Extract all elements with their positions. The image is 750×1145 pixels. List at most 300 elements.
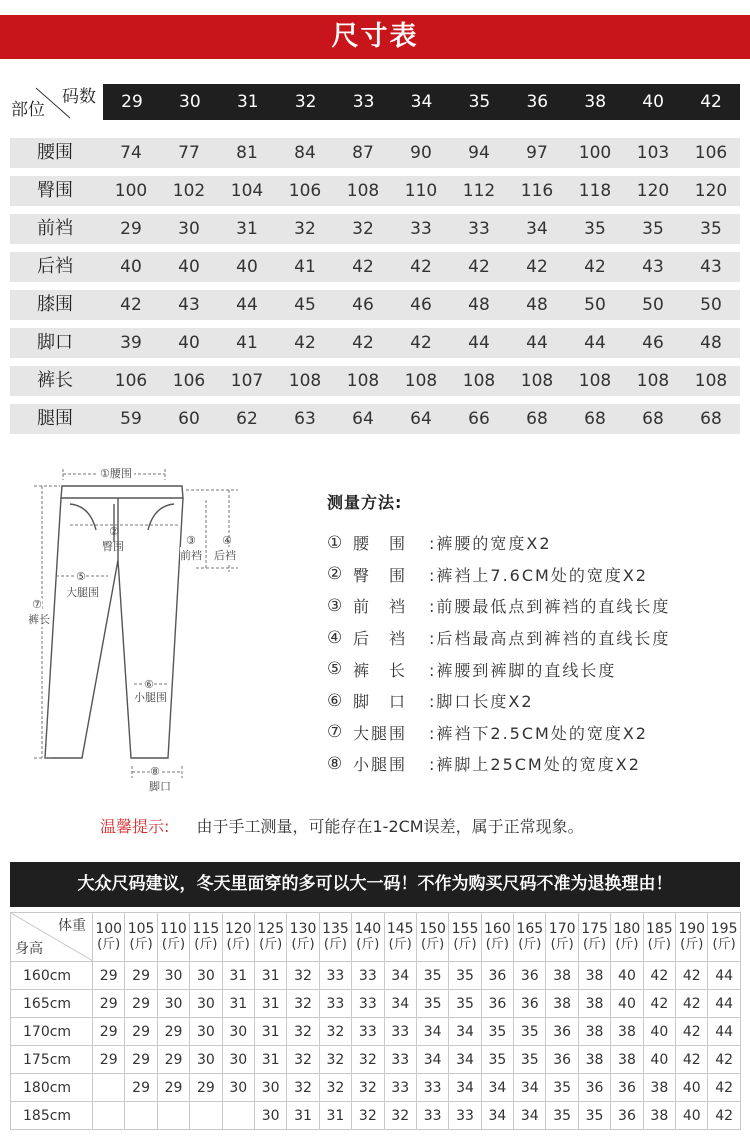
weight-value: 170 [548, 921, 576, 937]
size-cell: 63 [294, 409, 316, 429]
measurement-item [327, 685, 737, 717]
measurement-title: 测量方法: [327, 493, 403, 512]
recommended-size-cell: 38 [611, 1018, 643, 1046]
size-cell: 102 [172, 181, 206, 201]
size-cell: 44 [236, 295, 258, 315]
recommended-size-cell [93, 1074, 125, 1102]
recommended-size-cell: 31 [254, 1018, 286, 1046]
recommended-size-cell: 32 [384, 1102, 416, 1130]
front-rise-number: ③ [186, 534, 196, 547]
recommended-size-cell: 34 [481, 1074, 513, 1102]
size-cell: 116 [520, 181, 554, 201]
recommended-size-cell: 30 [190, 1018, 222, 1046]
size-cell: 40 [120, 257, 142, 277]
size-cell: 60 [178, 409, 200, 429]
size-cell: 77 [178, 143, 200, 163]
recommended-size-cell: 40 [611, 990, 643, 1018]
size-cell: 41 [294, 257, 316, 277]
recommended-size-cell: 44 [708, 990, 740, 1018]
size-cell: 43 [178, 295, 200, 315]
weight-value: 160 [484, 921, 511, 937]
recommended-size-cell: 42 [708, 1046, 740, 1074]
recommended-size-cell: 31 [222, 990, 254, 1018]
size-cell: 41 [236, 333, 258, 353]
recommended-size-cell: 34 [449, 1046, 481, 1074]
recommended-size-cell: 29 [93, 1046, 125, 1074]
size-cell: 108 [520, 371, 554, 391]
recommended-size-cell [125, 1102, 157, 1130]
recommended-size-cell: 42 [708, 1074, 740, 1102]
measurement-desc: :裤裆上7.6CM处的宽度X2 [429, 565, 648, 585]
measurement-item [327, 748, 737, 780]
weight-header-cell [416, 913, 448, 962]
recommended-size-cell: 38 [578, 962, 610, 990]
size-cell: 48 [468, 295, 490, 315]
recommended-size-cell: 30 [222, 1046, 254, 1074]
size-cell: 100 [114, 181, 148, 201]
size-cell: 106 [172, 371, 206, 391]
measurement-number: ④ [327, 627, 345, 648]
size-cell: 118 [578, 181, 612, 201]
weight-value: 140 [354, 921, 382, 937]
weight-unit: (斤) [453, 937, 477, 952]
size-cell: 50 [584, 295, 606, 315]
measurement-item [327, 622, 737, 654]
size-row [10, 138, 740, 168]
recommended-size-cell: 31 [319, 1102, 351, 1130]
recommended-size-cell: 29 [93, 962, 125, 990]
weight-header-cell [222, 913, 254, 962]
weight-row [11, 1102, 741, 1130]
recommended-size-cell: 40 [643, 1018, 675, 1046]
recommended-size-cell: 34 [449, 1074, 481, 1102]
weight-value: 125 [257, 921, 285, 937]
size-cell: 40 [178, 257, 200, 277]
size-cell: 42 [584, 257, 606, 277]
recommended-size-cell: 32 [352, 1074, 384, 1102]
recommended-size-cell: 44 [708, 962, 740, 990]
size-row-label: 腿围 [37, 408, 73, 429]
recommended-size-cell: 33 [384, 1018, 416, 1046]
recommended-size-cell: 36 [611, 1102, 643, 1130]
size-cell: 120 [694, 181, 728, 201]
size-cell: 48 [700, 333, 722, 353]
weight-header-cell [643, 913, 675, 962]
size-cell: 108 [636, 371, 670, 391]
size-header-cell: 30 [179, 92, 201, 112]
weight-unit: (斤) [712, 937, 736, 952]
size-row-values [102, 138, 740, 168]
recommended-size-cell: 30 [157, 990, 189, 1018]
weight-unit: (斤) [615, 937, 639, 952]
weight-unit: (斤) [129, 937, 153, 952]
measurement-number: ② [327, 564, 345, 585]
weight-value: 165 [516, 921, 544, 937]
thigh-label: 大腿围 [66, 586, 99, 599]
recommended-size-cell: 38 [546, 962, 578, 990]
size-row-values [102, 252, 740, 282]
weight-header-cell [287, 913, 319, 962]
recommended-size-cell: 32 [352, 1102, 384, 1130]
calf-number: ⑥ [144, 678, 154, 691]
weight-unit: (斤) [259, 937, 283, 952]
measurement-item [327, 527, 737, 559]
size-cell: 33 [468, 219, 490, 239]
height-label: 165cm [11, 990, 93, 1018]
size-row-label: 后裆 [37, 256, 73, 277]
weight-value: 100 [95, 921, 123, 937]
measurement-desc: :裤腰的宽度X2 [429, 534, 552, 554]
recommended-size-cell: 36 [546, 1018, 578, 1046]
size-cell: 35 [642, 219, 664, 239]
back-rise-number: ④ [222, 534, 232, 547]
weight-header-cell [546, 913, 578, 962]
recommended-size-cell: 33 [416, 1074, 448, 1102]
size-cell: 108 [346, 371, 380, 391]
recommended-size-cell: 31 [254, 1046, 286, 1074]
size-cell: 39 [120, 333, 142, 353]
size-cell: 108 [404, 371, 438, 391]
size-cell: 42 [410, 257, 432, 277]
weight-value: 110 [160, 921, 187, 937]
size-row-label: 脚口 [37, 332, 73, 353]
size-row-label: 膝围 [37, 294, 73, 315]
measurement-item [327, 559, 737, 591]
recommended-size-cell: 29 [125, 1074, 157, 1102]
corner-size-label: 码数 [62, 87, 96, 107]
recommended-size-cell: 44 [708, 1018, 740, 1046]
recommended-size-cell: 35 [514, 1046, 546, 1074]
recommended-size-cell: 31 [222, 962, 254, 990]
recommended-size-cell: 35 [546, 1074, 578, 1102]
recommended-size-cell: 38 [546, 990, 578, 1018]
size-cell: 97 [526, 143, 548, 163]
recommended-size-cell: 38 [643, 1074, 675, 1102]
weight-unit: (斤) [421, 937, 445, 952]
weight-unit: (斤) [194, 937, 218, 952]
tip-label: 温馨提示: [100, 817, 170, 836]
size-cell: 32 [352, 219, 374, 239]
measurement-desc: :前腰最低点到裤裆的直线长度 [429, 597, 671, 617]
measurement-desc: :裤脚上25CM处的宽度X2 [429, 755, 641, 775]
recommended-size-cell: 29 [157, 1018, 189, 1046]
size-cell: 68 [700, 409, 722, 429]
recommended-size-cell: 42 [676, 962, 708, 990]
size-header-cell: 31 [236, 92, 259, 112]
recommended-size-cell: 36 [514, 990, 546, 1018]
recommended-size-cell: 34 [384, 962, 416, 990]
pants-diagram [10, 460, 250, 795]
recommended-size-cell: 33 [416, 1102, 448, 1130]
recommended-size-cell: 32 [319, 1074, 351, 1102]
size-header-cell: 32 [294, 92, 317, 112]
warm-tip [100, 814, 584, 837]
recommended-size-cell: 38 [643, 1102, 675, 1130]
size-header-cell: 38 [584, 92, 607, 112]
recommended-size-cell: 32 [319, 1046, 351, 1074]
recommended-size-cell: 40 [676, 1102, 708, 1130]
size-header-cell: 42 [700, 92, 722, 112]
weight-header-cell [254, 913, 286, 962]
recommended-size-cell: 42 [676, 990, 708, 1018]
hem-label: 脚口 [149, 780, 171, 793]
back-rise-label: 后裆 [214, 549, 236, 562]
measurement-desc: :后档最高点到裤裆的直线长度 [429, 629, 671, 649]
size-cell: 108 [288, 371, 322, 391]
size-cell: 48 [526, 295, 548, 315]
size-cell: 107 [230, 371, 264, 391]
measurement-desc: :裤腰到裤脚的直线长度 [429, 660, 617, 680]
recommended-size-cell: 33 [449, 1102, 481, 1130]
weight-header-cell [384, 913, 416, 962]
size-cell: 44 [584, 333, 606, 353]
weight-unit: (斤) [582, 937, 607, 952]
recommended-size-cell: 34 [416, 1046, 448, 1074]
size-cell: 110 [404, 181, 438, 201]
weight-unit: (斤) [680, 937, 704, 952]
size-cell: 35 [584, 219, 606, 239]
size-row [10, 252, 740, 282]
recommended-size-cell: 33 [352, 1018, 384, 1046]
weight-header-cell [125, 913, 157, 962]
size-cell: 42 [352, 333, 374, 353]
size-row [10, 366, 740, 396]
size-cell: 94 [468, 143, 490, 163]
size-cell: 68 [642, 409, 664, 429]
inseam-label: 裤长 [28, 613, 50, 626]
measurement-number: ① [327, 532, 345, 553]
weight-row [11, 990, 741, 1018]
recommended-size-cell: 30 [190, 962, 222, 990]
size-cell: 29 [120, 219, 142, 239]
measurement-name: 臀 围 [353, 565, 408, 585]
weight-unit: (斤) [226, 937, 250, 952]
recommended-size-cell: 30 [190, 990, 222, 1018]
measurement-item [327, 653, 737, 685]
recommended-size-cell: 30 [254, 1102, 286, 1130]
recommended-size-cell: 42 [643, 990, 675, 1018]
recommended-size-cell: 38 [611, 1046, 643, 1074]
recommended-size-cell: 34 [514, 1102, 546, 1130]
measurement-desc: :脚口长度X2 [429, 692, 534, 712]
weight-row [11, 1074, 741, 1102]
size-cell: 43 [700, 257, 722, 277]
size-cell: 45 [294, 295, 316, 315]
recommended-size-cell: 35 [449, 990, 481, 1018]
weight-row [11, 1046, 741, 1074]
size-header-cell: 36 [526, 92, 549, 112]
recommended-size-cell: 35 [416, 962, 448, 990]
size-cell: 42 [352, 257, 374, 277]
weight-unit: (斤) [518, 937, 542, 952]
size-row-values [102, 404, 740, 434]
recommended-size-cell: 32 [352, 1046, 384, 1074]
recommended-size-cell [190, 1102, 222, 1130]
pants-outline [10, 460, 250, 795]
hip-number: ② [109, 525, 119, 538]
height-label: 170cm [11, 1018, 93, 1046]
calf-label: 小腿围 [134, 691, 167, 704]
recommended-size-cell: 35 [481, 1046, 513, 1074]
recommended-size-cell: 29 [125, 1018, 157, 1046]
recommended-size-cell: 32 [287, 1018, 319, 1046]
size-cell: 30 [178, 219, 200, 239]
size-row-label: 前裆 [37, 218, 73, 239]
hem-number: ⑧ [150, 765, 160, 778]
weight-value: 120 [224, 921, 252, 937]
weight-unit: (斤) [388, 937, 412, 952]
recommended-size-cell: 29 [157, 1046, 189, 1074]
recommended-size-cell: 33 [352, 962, 384, 990]
size-cell: 42 [294, 333, 316, 353]
weight-header-cell [157, 913, 189, 962]
recommended-size-cell: 32 [319, 1018, 351, 1046]
weight-header-cell [514, 913, 546, 962]
size-cell: 31 [236, 219, 258, 239]
size-cell: 106 [114, 371, 148, 391]
recommended-size-cell: 35 [449, 962, 481, 990]
recommended-size-cell: 34 [449, 1018, 481, 1046]
size-cell: 34 [526, 219, 548, 239]
measurement-name: 脚 口 [353, 692, 408, 712]
weight-header-cell [481, 913, 513, 962]
weight-header-cell [676, 913, 708, 962]
size-row-label: 裤长 [37, 370, 73, 391]
size-row-label: 臀围 [37, 180, 73, 201]
recommended-size-cell: 29 [125, 962, 157, 990]
recommended-size-cell: 35 [514, 1018, 546, 1046]
weight-unit: (斤) [323, 937, 347, 952]
size-header-cell: 33 [352, 92, 375, 112]
size-row [10, 176, 740, 206]
size-cell: 66 [468, 409, 490, 429]
size-cell: 103 [636, 143, 670, 163]
size-row-label: 腰围 [37, 142, 73, 163]
size-chart-banner: 尺寸表 [0, 15, 750, 59]
weight-value: 180 [613, 921, 641, 937]
size-cell: 120 [636, 181, 670, 201]
size-cell: 50 [700, 295, 722, 315]
recommended-size-cell: 31 [254, 990, 286, 1018]
size-cell: 42 [120, 295, 142, 315]
recommended-size-cell: 34 [514, 1074, 546, 1102]
size-cell: 62 [236, 409, 258, 429]
size-cell: 68 [584, 409, 606, 429]
weight-value: 190 [678, 921, 706, 937]
recommended-size-cell: 35 [546, 1102, 578, 1130]
size-cell: 40 [178, 333, 200, 353]
weight-unit: (斤) [291, 937, 315, 952]
measurement-name: 前 裆 [353, 597, 408, 617]
measurement-number: ⑧ [327, 753, 345, 774]
measurement-name: 裤 长 [353, 660, 408, 680]
recommended-size-cell: 36 [611, 1074, 643, 1102]
measurement-number: ⑥ [327, 690, 345, 711]
size-cell: 108 [346, 181, 380, 201]
size-cell: 100 [578, 143, 612, 163]
recommended-size-cell [93, 1102, 125, 1130]
size-header-cell: 40 [642, 92, 664, 112]
size-header-cell: 34 [410, 92, 433, 112]
measurement-name: 腰 围 [353, 534, 408, 554]
size-row [10, 328, 740, 358]
weight-table-corner [11, 913, 93, 962]
size-advice-bar: 大众尺码建议，冬天里面穿的多可以大一码！不作为购买尺码不准为退换理由！ [10, 862, 740, 907]
corner-height-label: 身高 [15, 941, 43, 957]
recommended-size-cell: 32 [287, 1046, 319, 1074]
recommended-size-cell: 33 [319, 990, 351, 1018]
recommended-size-cell: 36 [514, 962, 546, 990]
recommended-size-cell: 34 [481, 1102, 513, 1130]
size-cell: 64 [410, 409, 432, 429]
size-row-values [102, 366, 740, 396]
weight-value: 105 [127, 921, 155, 937]
recommended-size-cell: 31 [287, 1102, 319, 1130]
size-cell: 106 [694, 143, 728, 163]
recommended-size-cell: 36 [481, 990, 513, 1018]
size-cell: 112 [462, 181, 496, 201]
measurement-number: ⑦ [327, 722, 345, 743]
size-cell: 68 [526, 409, 548, 429]
front-rise-label: 前裆 [180, 549, 202, 562]
weight-value: 130 [289, 921, 317, 937]
recommended-size-cell: 38 [578, 1046, 610, 1074]
recommended-size-cell: 42 [676, 1018, 708, 1046]
weight-value: 135 [322, 921, 349, 937]
size-row-values [102, 328, 740, 358]
recommended-size-cell: 33 [352, 990, 384, 1018]
recommended-size-cell: 35 [578, 1102, 610, 1130]
size-cell: 87 [352, 143, 374, 163]
recommended-size-cell: 33 [319, 962, 351, 990]
recommended-size-cell: 38 [578, 990, 610, 1018]
recommended-size-cell: 40 [611, 962, 643, 990]
size-cell: 44 [526, 333, 548, 353]
weight-row [11, 962, 741, 990]
recommended-size-cell [157, 1102, 189, 1130]
inseam-number: ⑦ [32, 598, 42, 611]
size-cell: 50 [642, 295, 664, 315]
size-cell: 40 [236, 257, 258, 277]
height-label: 160cm [11, 962, 93, 990]
measurement-name: 小腿围 [353, 755, 408, 775]
size-cell: 46 [410, 295, 432, 315]
size-header-row [103, 84, 740, 120]
size-header-cell: 35 [468, 92, 491, 112]
size-cell: 32 [294, 219, 316, 239]
size-row-values [102, 176, 740, 206]
recommended-size-cell: 30 [222, 1074, 254, 1102]
measurement-number: ③ [327, 595, 345, 616]
recommended-size-cell: 34 [384, 990, 416, 1018]
weight-unit: (斤) [485, 937, 509, 952]
weight-header-cell [708, 913, 740, 962]
measurement-list [327, 527, 737, 780]
recommended-size-cell: 29 [125, 1046, 157, 1074]
measurement-item [327, 717, 737, 749]
recommended-size-cell: 35 [416, 990, 448, 1018]
tip-text: 由于手工测量，可能存在1-2CM误差，属于正常现象。 [196, 817, 584, 836]
weight-value: 145 [386, 921, 414, 937]
recommended-size-cell: 32 [287, 990, 319, 1018]
recommended-size-cell: 31 [254, 962, 286, 990]
size-cell: 81 [236, 143, 258, 163]
height-label: 175cm [11, 1046, 93, 1074]
size-cell: 108 [694, 371, 728, 391]
height-label: 180cm [11, 1074, 93, 1102]
weight-value: 175 [581, 921, 608, 937]
measurement-desc: :裤裆下2.5CM处的宽度X2 [429, 723, 648, 743]
